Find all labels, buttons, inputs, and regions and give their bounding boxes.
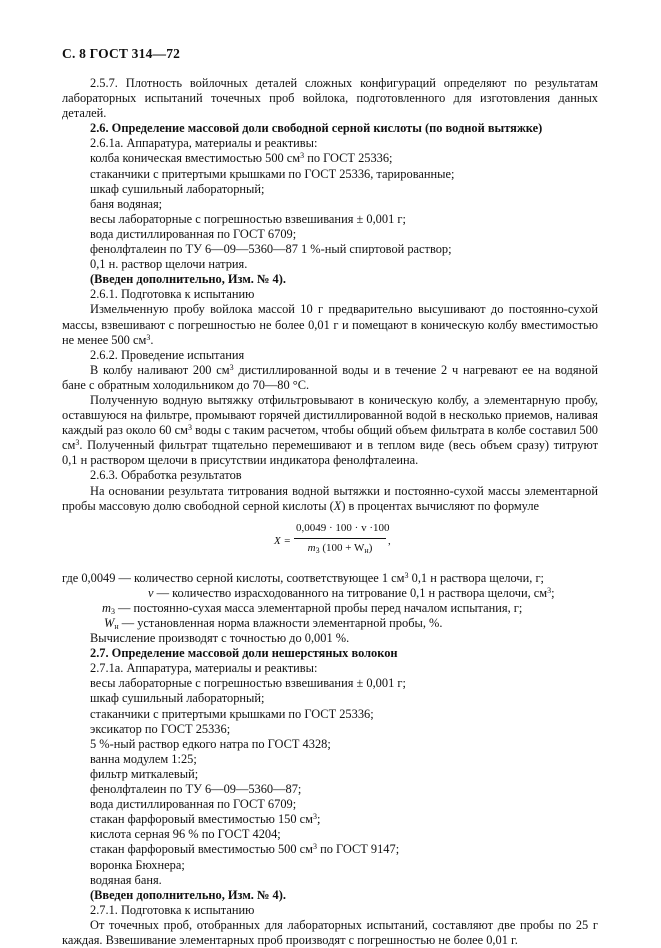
list-item: вода дистиллированная по ГОСТ 6709; (90, 226, 297, 241)
list-item: шкаф сушильный лабораторный; (90, 181, 265, 196)
list-item: воронка Бюхнера; (90, 857, 185, 872)
paragraph-2-6-1: Измельченную пробу войлока массой 10 г предварительно высушивают до постоянно-сухой массы, взвешивают с погрешностью не более 0,01 г и помещают в коническую колбу вместимостью не менее 500 $см^3$. (62, 302, 598, 347)
section-2-6-title: 2.6. Определение массовой доли свободной серной кислоты (по водной вытяжке) (90, 121, 543, 136)
amendment-note: (Введен дополнительно, Изм. № 4). (90, 887, 286, 902)
list-item: эксикатор по ГОСТ 25336; (90, 721, 231, 736)
list-item: стаканчики с притертыми крышками по ГОСТ 25336; (90, 706, 374, 721)
legend-item: $W_н$ — установленная норма влажности элементарной пробы, %. (104, 616, 443, 631)
list-item: стакан фарфоровый вместимостью 150 $см^3$; (90, 812, 321, 827)
list-item: колба коническая вместимостью 500 $см^3$ по ГОСТ 25336; (90, 151, 393, 166)
subsection-2-6-3: 2.6.3. Обработка результатов (90, 468, 242, 483)
document-body (62, 76, 598, 948)
formula-fraction (294, 521, 390, 556)
list-item: фенолфталеин по ТУ 6—09—5360—87 1 %-ный спиртовой раствор; (90, 242, 452, 257)
paragraph-2-6-2a: В колбу наливают 200 $см^3$ дистиллированной воды и в течение 2 ч нагревают ее на водяной бане с обратным холодильником до 70—80 °С. (62, 362, 598, 392)
formula (62, 519, 598, 567)
legend-item: где 0,0049 — количество серной кислоты, соответствующее 1 $см^3$ 0,1 н раствора щелочи, г; (62, 570, 544, 585)
legend-item: $m_3$ — постоянно-сухая масса элементарной пробы перед началом испытания, г; (102, 600, 523, 616)
list-item: вода дистиллированная по ГОСТ 6709; (90, 797, 297, 812)
formula-tail: , (388, 534, 391, 547)
legend-item: v — количество израсходованного на титрование 0,1 н раствора щелочи, $см^3$; (148, 585, 555, 600)
list-item: водяная баня. (90, 872, 162, 887)
paragraph-2-6-3: На основании результата титрования водной вытяжки и постоянно-сухой массы элементарной пробы массовую долю свободной серной кислоты (X) в процентах вычисляют по формуле (62, 483, 598, 513)
list-item: весы лабораторные с погрешностью взвешивания ± 0,001 г; (90, 676, 406, 691)
subsection-2-7-1a: 2.7.1а. Аппаратура, материалы и реактивы: (90, 661, 318, 676)
list-item: стакан фарфоровый вместимостью 500 $см^3$ по ГОСТ 9147; (90, 842, 400, 857)
amendment-note: (Введен дополнительно, Изм. № 4). (90, 272, 286, 287)
paragraph-2-6-2b: Полученную водную вытяжку отфильтровывают в коническую колбу, а элементарную пробу, оставшуюся на фильтре, промывают горячей дистиллированной водой в несколько приемов, наливая каждый раз около 60 $см^3$ воды с таким расчетом, чтобы общий объем фильтрата в колбе составил 500 $см^3$. Полученный фильтрат тщательно перемешивают и в теплом виде (весь объем сразу) титруют 0,1 н раствором щелочи в присутствии индикатора фенолфталеина. (62, 392, 598, 468)
subsection-2-6-2: 2.6.2. Проведение испытания (90, 347, 245, 362)
subsection-2-7-1: 2.7.1. Подготовка к испытанию (90, 902, 255, 917)
list-item: фильтр миткалевый; (90, 766, 199, 781)
list-item: фенолфталеин по ТУ 6—09—5360—87; (90, 782, 302, 797)
subsection-2-6-1: 2.6.1. Подготовка к испытанию (90, 287, 255, 302)
formula-legend (62, 571, 598, 631)
list-item: стаканчики с притертыми крышками по ГОСТ 25336, тарированные; (90, 166, 455, 181)
section-2-7-title: 2.7. Определение массовой доли нешерстяных волокон (90, 646, 398, 661)
paragraph-2-5-7: 2.5.7. Плотность войлочных деталей сложных конфигураций определяют по результатам лабораторных испытаний точечных проб войлока, подготовленного для изготовления данных деталей. (62, 76, 598, 121)
list-item: 0,1 н. раствор щелочи натрия. (90, 257, 248, 272)
list-item: кислота серная 96 % по ГОСТ 4204; (90, 827, 281, 842)
list-item: шкаф сушильный лабораторный; (90, 691, 265, 706)
list-item: 5 %-ный раствор едкого натра по ГОСТ 4328; (90, 736, 331, 751)
equipment-list-2-6 (62, 151, 598, 272)
paragraph-2-7-1: От точечных проб, отобранных для лабораторных испытаний, составляют две пробы по 25 г каждая. Взвешивание элементарных проб производят с погрешностью не более 0,01 г. (62, 917, 598, 947)
list-item: весы лабораторные с погрешностью взвешивания ± 0,001 г; (90, 211, 406, 226)
page-header: С. 8 ГОСТ 314—72 (62, 46, 181, 61)
formula-lhs: X = (274, 534, 291, 547)
list-item: баня водяная; (90, 196, 163, 211)
subsection-2-6-1a: 2.6.1а. Аппаратура, материалы и реактивы: (90, 136, 318, 151)
equipment-list-2-7 (62, 676, 598, 887)
formula-denominator: $m_3$ $(100 + W_н)$ (307, 541, 373, 555)
calculation-note: Вычисление производят с точностью до 0,001 %. (90, 631, 350, 646)
formula-numerator: 0,0049 · 100 · v ·100 (294, 521, 386, 539)
list-item: ванна модулем 1:25; (90, 751, 197, 766)
